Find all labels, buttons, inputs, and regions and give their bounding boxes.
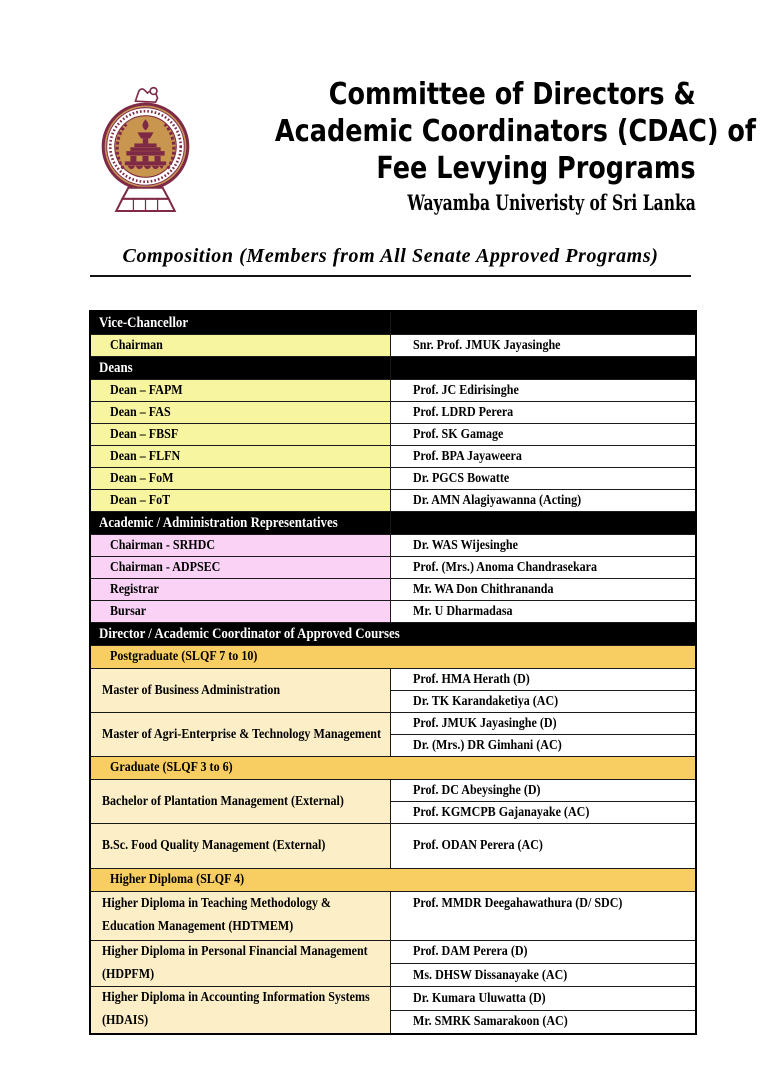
section-header-cell — [90, 357, 390, 380]
member-name-cell — [390, 802, 696, 824]
table-row — [90, 669, 696, 691]
section-header-cell — [90, 623, 696, 646]
cell-text: Dr. (Mrs.) DR Gimhani (AC) — [412, 737, 562, 753]
role-cell — [90, 601, 390, 623]
cell-text: Dr. TK Karandaketiya (AC) — [412, 693, 558, 709]
role-cell — [90, 424, 390, 446]
member-name-cell — [390, 941, 696, 964]
section-header-spacer — [390, 311, 696, 335]
table-row — [90, 557, 696, 579]
cell-text: Ms. DHSW Dissanayake (AC) — [412, 967, 567, 983]
table-row — [90, 402, 696, 424]
member-name-cell — [390, 735, 696, 757]
role-cell — [90, 824, 390, 869]
cell-text: Higher Diploma in Accounting Information Systems (HDAIS) — [102, 990, 370, 1029]
cell-text: Deans — [99, 359, 133, 376]
cell-text: Prof. DAM Perera (D) — [412, 944, 528, 960]
composition-table-body — [90, 311, 696, 1034]
cell-text: Prof. SK Gamage — [412, 426, 503, 442]
cell-text: Higher Diploma in Personal Financial Management (HDPFM) — [102, 944, 368, 982]
document-title-line-2: Academic Coordinators (CDAC) of — [274, 114, 756, 149]
member-name-cell — [390, 713, 696, 735]
role-cell — [90, 335, 390, 357]
member-name-cell — [390, 1010, 696, 1034]
member-name-cell — [390, 490, 696, 512]
member-name-cell — [390, 601, 696, 623]
member-name-cell — [390, 579, 696, 601]
subsection-header-row — [90, 646, 696, 669]
section-header-row — [90, 311, 696, 335]
member-name-cell — [390, 669, 696, 691]
crest-lion-icon — [135, 88, 157, 103]
section-header-spacer — [390, 357, 696, 380]
role-cell — [90, 579, 390, 601]
cell-text: Dean – FAS — [110, 404, 171, 420]
section-header-row — [90, 357, 696, 380]
cell-text: B.Sc. Food Quality Management (External) — [102, 838, 326, 854]
cell-text: Bursar — [110, 603, 147, 619]
cell-text: Prof. (Mrs.) Anoma Chandrasekara — [412, 559, 597, 575]
subsection-header-row — [90, 757, 696, 780]
table-row — [90, 713, 696, 735]
cell-text: Dean – FAPM — [110, 382, 183, 398]
composition-heading-rule — [90, 245, 691, 277]
document-subtitle: Wayamba Univeristy of Sri Lanka — [407, 190, 696, 215]
cell-text: Registrar — [110, 581, 159, 597]
cell-text: Prof. ODAN Perera (AC) — [412, 838, 543, 854]
table-row — [90, 380, 696, 402]
composition-table — [89, 310, 697, 1035]
table-row — [90, 535, 696, 557]
crest-base — [116, 188, 174, 211]
cell-text: Prof. KGMCPB Gajanayake (AC) — [412, 804, 589, 820]
member-name-cell — [390, 780, 696, 802]
role-cell — [90, 892, 390, 941]
subsection-header-cell — [90, 646, 696, 669]
member-name-cell — [390, 987, 696, 1010]
section-header-row — [90, 512, 696, 535]
role-cell — [90, 468, 390, 490]
cell-text: Vice-Chancellor — [99, 314, 189, 331]
composition-heading: Composition (Members from All Senate Approved Programs) — [122, 245, 659, 267]
section-header-cell — [90, 512, 390, 535]
course-cell — [90, 713, 390, 757]
table-row — [90, 579, 696, 601]
table-row — [90, 824, 696, 869]
cell-text: Master of Agri-Enterprise & Technology Management — [102, 726, 382, 742]
cell-text: Mr. WA Don Chithrananda — [412, 581, 554, 597]
cell-text: Dr. WAS Wijesinghe — [412, 537, 518, 553]
member-name-cell — [390, 424, 696, 446]
member-name-cell — [390, 964, 696, 987]
cell-text: Prof. MMDR Deegahawathura (D/ SDC) — [412, 896, 622, 911]
document-title-line-1: Committee of Directors & — [329, 77, 696, 112]
subsection-header-cell — [90, 757, 696, 780]
cell-text: Prof. HMA Herath (D) — [412, 671, 530, 687]
cell-text: Prof. DC Abeysinghe (D) — [412, 782, 541, 798]
cell-text: Dr. AMN Alagiyawanna (Acting) — [412, 492, 581, 508]
wayamba-university-crest-logo — [93, 83, 198, 214]
cell-text: Graduate (SLQF 3 to 6) — [110, 760, 233, 776]
member-name-cell — [390, 380, 696, 402]
course-cell — [90, 780, 390, 824]
cell-text: Director / Academic Coordinator of Approved Courses — [99, 625, 400, 642]
role-cell — [90, 446, 390, 468]
cell-text: Mr. U Dharmadasa — [412, 603, 513, 619]
course-cell — [90, 669, 390, 713]
cell-text: Dr. Kumara Uluwatta (D) — [412, 990, 546, 1006]
course-cell — [90, 941, 390, 987]
cell-text: Chairman — [110, 337, 163, 353]
cell-text: Dean – FoM — [110, 470, 174, 486]
section-header-row — [90, 623, 696, 646]
subsection-header-row — [90, 869, 696, 892]
member-name-cell — [390, 535, 696, 557]
member-name-cell — [390, 892, 696, 941]
member-name-cell — [390, 468, 696, 490]
cell-text: Dean – FoT — [110, 492, 171, 508]
cell-text: Dr. PGCS Bowatte — [412, 470, 509, 486]
cell-text: Chairman - SRHDC — [110, 537, 216, 553]
cell-text: Dean – FLFN — [110, 448, 181, 464]
cell-text: Postgraduate (SLQF 7 to 10) — [110, 649, 258, 665]
document-title-block — [190, 76, 756, 216]
cell-text: Snr. Prof. JMUK Jayasinghe — [412, 337, 561, 353]
member-name-cell — [390, 557, 696, 579]
section-header-cell — [90, 311, 390, 335]
cell-text: Prof. JC Edirisinghe — [412, 382, 519, 398]
table-row — [90, 335, 696, 357]
member-name-cell — [390, 824, 696, 869]
section-header-spacer — [390, 512, 696, 535]
cell-text: Higher Diploma (SLQF 4) — [110, 872, 245, 888]
cell-text: Prof. BPA Jayaweera — [412, 448, 522, 464]
table-row — [90, 941, 696, 964]
cell-text: Higher Diploma in Teaching Methodology & Education Management (HDTMEM) — [102, 896, 331, 934]
cell-text: Prof. JMUK Jayasinghe (D) — [412, 715, 557, 731]
role-cell — [90, 535, 390, 557]
member-name-cell — [390, 402, 696, 424]
table-row — [90, 601, 696, 623]
table-row — [90, 468, 696, 490]
cell-text: Master of Business Administration — [102, 682, 281, 698]
role-cell — [90, 402, 390, 424]
role-cell — [90, 380, 390, 402]
cell-text: Mr. SMRK Samarakoon (AC) — [412, 1013, 568, 1029]
cell-text: Chairman - ADPSEC — [110, 559, 221, 575]
role-cell — [90, 557, 390, 579]
composition-table-container — [89, 310, 697, 1035]
member-name-cell — [390, 335, 696, 357]
role-cell — [90, 490, 390, 512]
table-row — [90, 490, 696, 512]
cell-text: Dean – FBSF — [110, 426, 179, 442]
table-row — [90, 424, 696, 446]
cell-text: Prof. LDRD Perera — [412, 404, 513, 420]
table-row — [90, 780, 696, 802]
cell-text: Bachelor of Plantation Management (External) — [102, 793, 344, 809]
course-cell — [90, 987, 390, 1034]
document-title-line-3: Fee Levying Programs — [376, 151, 696, 186]
member-name-cell — [390, 691, 696, 713]
table-row — [90, 446, 696, 468]
cell-text: Academic / Administration Representatives — [99, 514, 338, 531]
subsection-header-cell — [90, 869, 696, 892]
member-name-cell — [390, 446, 696, 468]
table-row — [90, 892, 696, 941]
table-row — [90, 987, 696, 1010]
